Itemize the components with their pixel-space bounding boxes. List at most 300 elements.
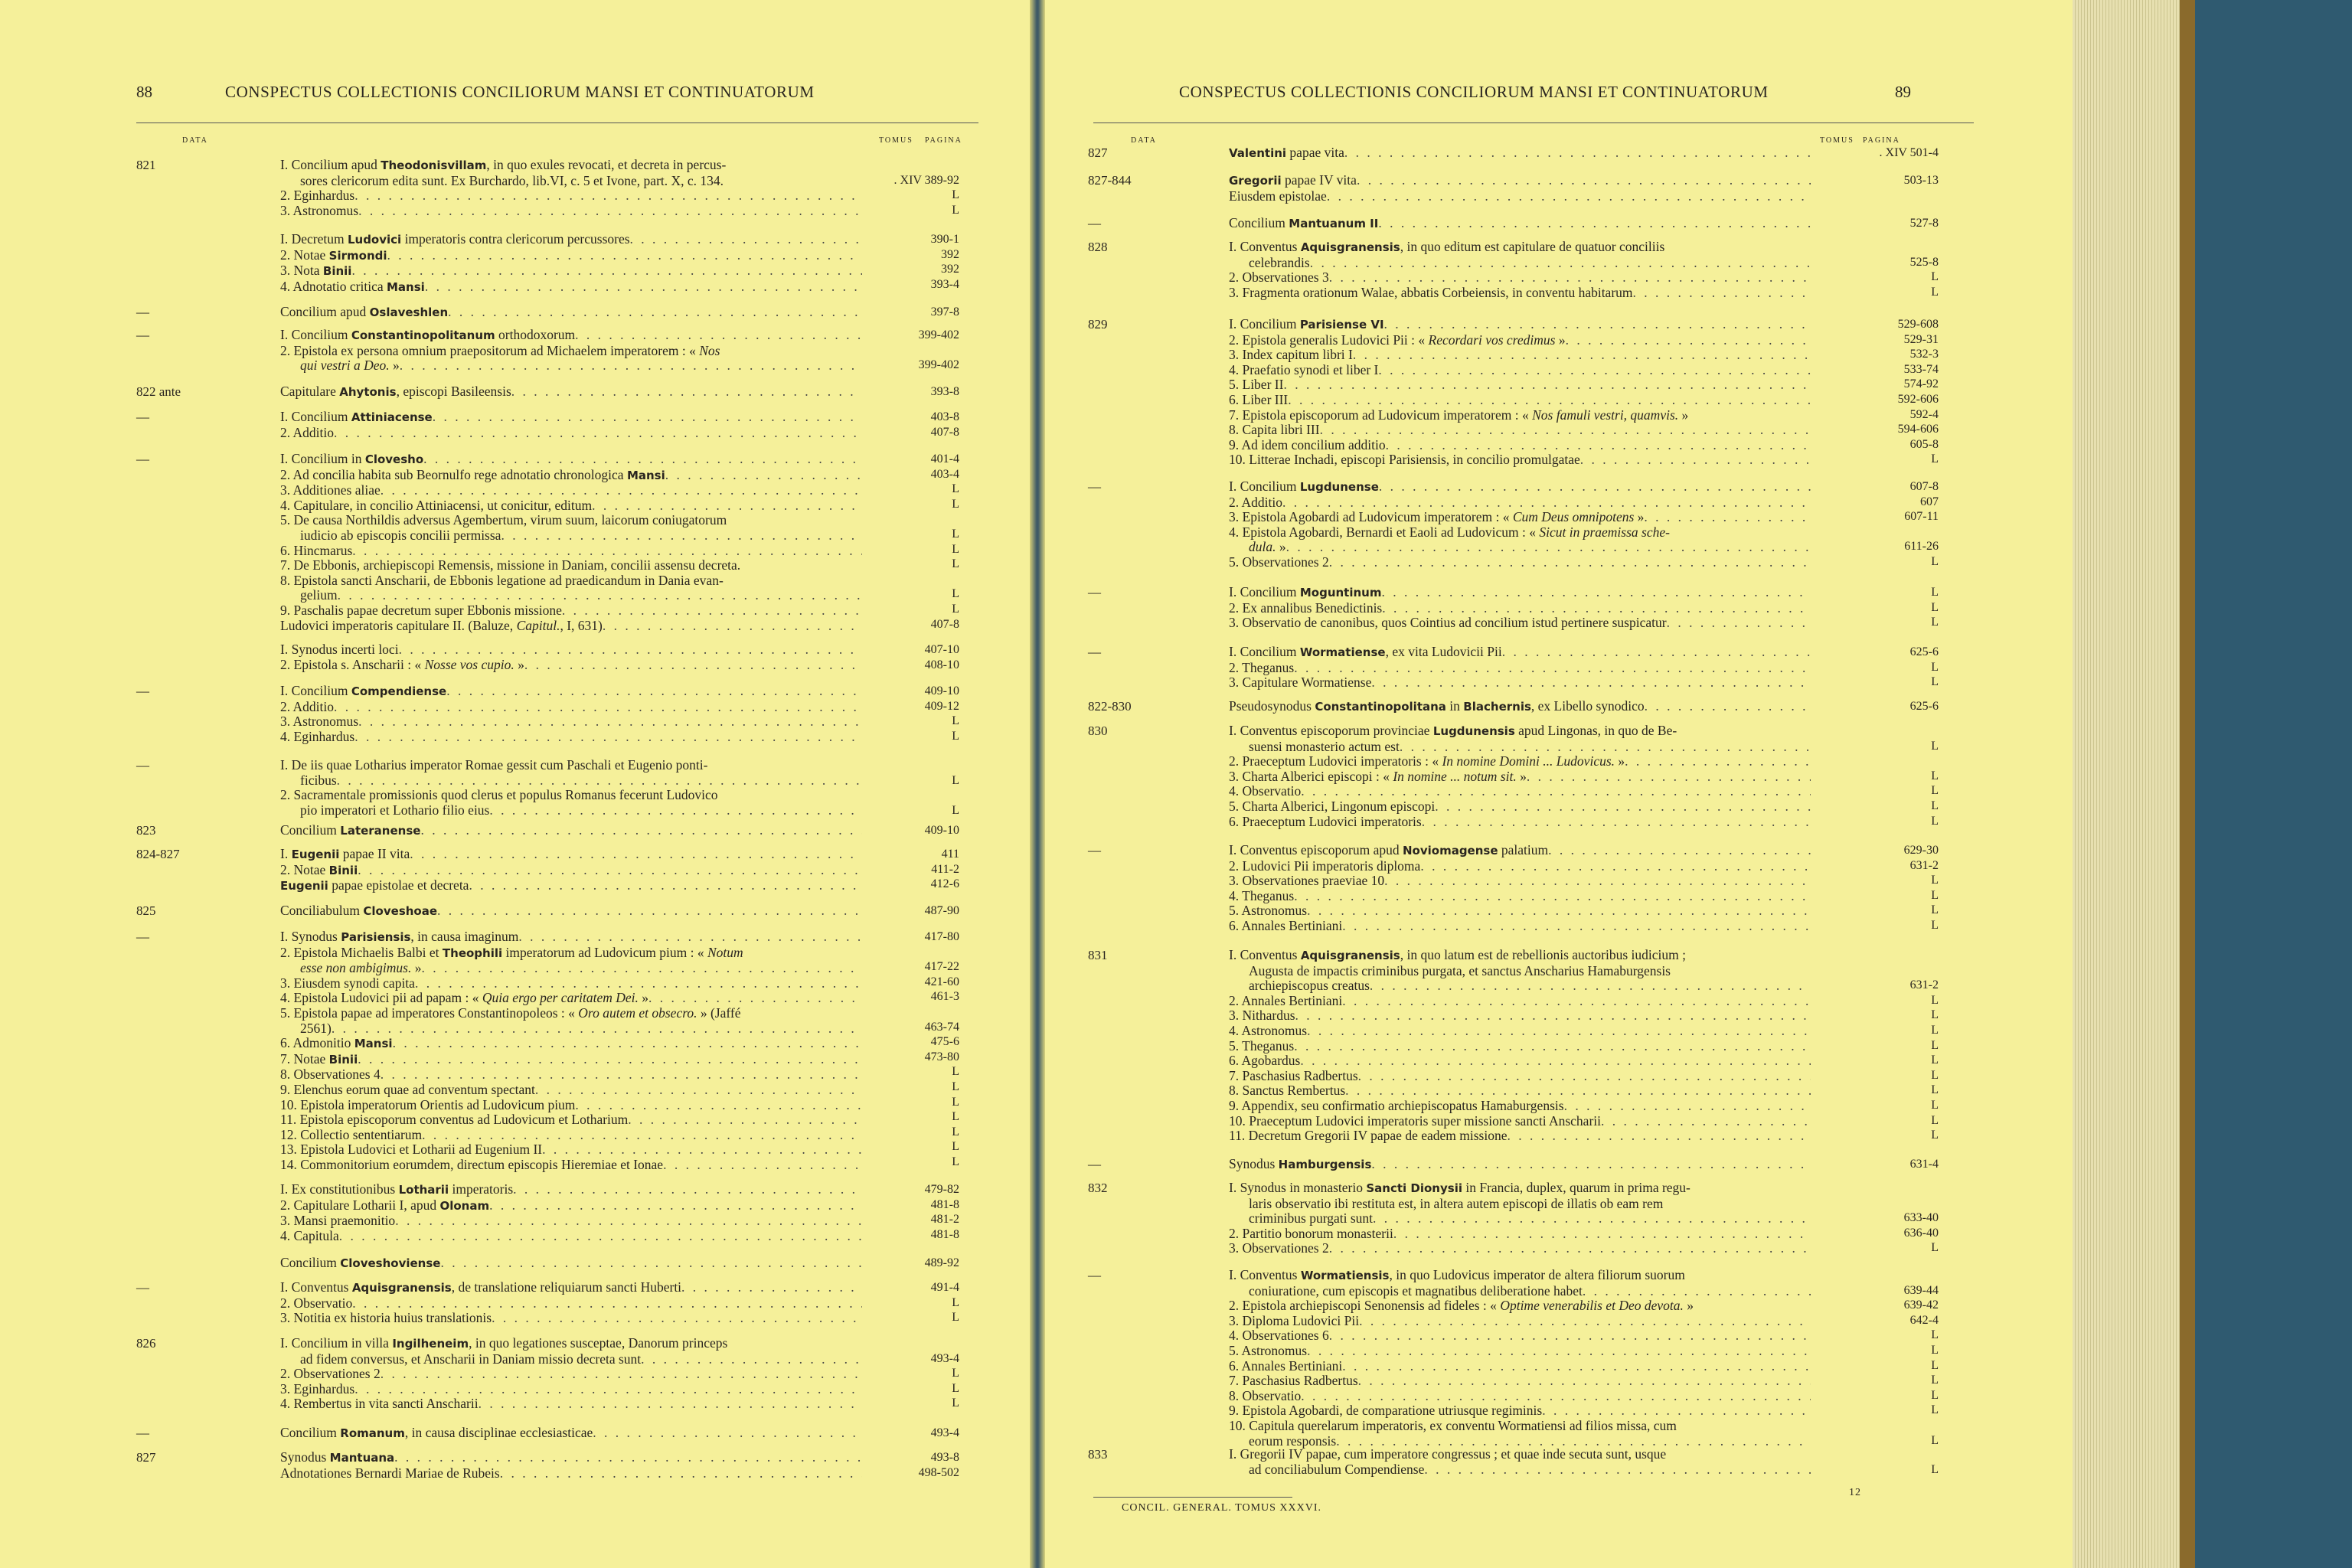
entry-text: 10. Epistola imperatorum Orientis ad Ludovicum pium [280,1096,576,1112]
volume-page: 503-13 [1903,174,1939,187]
entry-block [1229,699,1811,715]
entry-text: 3. Observatio de canonibus, quos Cointius ad concilium istud pertinere suspicatur [1229,615,1667,631]
book-gutter [1030,0,1045,1568]
leader-dots [603,619,862,634]
entry-line [280,1021,862,1037]
entry-text: 8. Sanctus Rembertus [1229,1083,1346,1099]
entry-text: Capitulare Ahytonis, episcopi Basileensis [280,384,511,399]
entry-text: I. Conventus episcoporum provinciae Lugdunensis apud Lingonas, in quo de Be- [1229,723,1677,738]
leader-dots [1424,1462,1811,1478]
leader-dots [1286,540,1811,555]
entry-line [280,158,862,174]
entry-line [1229,479,1811,495]
entry-text: Synodus Mantuana [280,1449,395,1465]
leader-dots [381,1067,862,1083]
entry-line [1229,1039,1811,1054]
volume-page: L [1931,784,1939,798]
entry-line [280,232,862,248]
running-head: CONSPECTUS COLLECTIONIS CONCILIORUM MANSI ET CONTINUATORUM [1179,83,1769,101]
entry-line [280,847,862,863]
volume-page: 574-92 [1903,377,1939,391]
entry-text: 2. Eginhardus [280,188,355,204]
entry-text: suensi monasterio actum est [1249,738,1400,754]
entry-line [280,684,862,700]
entry-line [280,1311,862,1326]
entry-line [1229,874,1811,889]
entry-block [1229,216,1811,232]
entry-text: 3. Fragmenta orationum Walae, abbatis Corbeiensis, in conventu habitarum [1229,284,1633,300]
entry-line [280,248,862,264]
entry-line [280,823,862,839]
entry-text: coniuratione, cum episcopis et magnatibus deliberatione habet [1249,1282,1583,1298]
entry-text: I. Synodus in monasterio Sancti Dionysii in Francia, duplex, quarum in prima regu- [1229,1180,1690,1195]
running-head: CONSPECTUS COLLECTIONIS CONCILIORUM MANSI ET CONTINUATORUM [225,83,815,101]
volume-page: L [952,528,959,541]
entry-text: 3. Diploma Ludovici Pii [1229,1312,1360,1328]
entry-text: 11. Epistola episcoporum conventus ad Ludovicum et Lotharium [280,1112,629,1128]
entry-text: 3. Observationes 2 [1229,1240,1329,1256]
entry-block [280,158,862,218]
leader-dots [433,410,862,425]
entry-date: 828 [1088,240,1108,254]
volume-page: 493-8 [930,1451,959,1464]
entry-date: 827-844 [1088,173,1132,188]
leader-dots [1386,438,1811,453]
entry-text: 4. Eginhardus [280,728,355,744]
col-tomus: TOMUS [879,136,913,145]
entry-block [280,684,862,744]
volume-page: 532-3 [1909,348,1939,361]
leader-dots [1329,270,1811,286]
entry-block [1229,1447,1811,1477]
entry-text: I. Eugenii papae II vita [280,846,410,861]
leader-dots [352,1296,862,1312]
volume-page: 481-8 [930,1197,959,1211]
leader-dots [339,1229,862,1244]
entry-line [1229,393,1811,408]
entry-text: 2. Epistola generalis Ludovici Pii : « Recordari vos credimus » [1229,332,1566,348]
leader-dots [1300,1054,1811,1069]
volume-page: 633-40 [1903,1211,1939,1225]
entry-line [280,642,862,658]
entry-text: criminibus purgati sunt [1249,1210,1374,1227]
entry-text: I. Concilium Constantinopolitanum orthodoxorum [280,327,576,342]
leader-dots [1378,216,1811,231]
entry-text: 7. De Ebbonis, archiepiscopi Remensis, missione in Daniam, concilii assensu decreta. [280,557,741,573]
entry-line [280,1367,862,1382]
entry-text: 10. Praeceptum Ludovici imperatoris super missione sancti Anscharii [1229,1112,1602,1129]
entry-line [280,468,862,484]
volume-page: L [1931,739,1939,753]
entry-line [280,863,862,879]
entry-line [1229,1083,1811,1099]
entry-date: — [1088,216,1101,230]
leader-dots [524,658,862,673]
volume-page: L [952,729,959,743]
entry-date: 822-830 [1088,699,1132,714]
entry-block [1229,240,1811,300]
entry-text: 13. Epistola Ludovici et Lotharii ad Eugenium II [280,1142,543,1158]
col-pagina: PAGINA [925,136,962,145]
entry-line [280,263,862,279]
entry-line [1229,948,1811,964]
leader-dots [440,1256,862,1271]
entry-block [1229,479,1811,570]
entry-block [1229,1268,1811,1449]
entry-line [1229,1227,1811,1242]
volume-page: L [1931,1083,1939,1097]
volume-page: 417-80 [924,930,959,943]
entry-text: 3. Eiusdem synodi capita [280,975,415,991]
col-tomus: TOMUS [1820,136,1854,145]
entry-text: Eiusdem epistolae [1229,188,1327,204]
entry-line [280,1382,862,1397]
entry-text: 3. Nithardus [1229,1008,1295,1024]
entry-line [280,929,862,946]
entry-date: — [1088,479,1101,494]
volume-page: L [1931,1358,1939,1372]
leader-dots [338,588,862,603]
entry-line [1229,1114,1811,1129]
leader-dots [1542,1403,1811,1419]
volume-page: 607 [1920,495,1939,508]
leader-dots [1327,189,1811,204]
leader-dots [354,730,862,745]
entry-line [280,573,862,589]
volume-page: 498-502 [918,1465,959,1479]
leader-dots [535,1083,862,1098]
leader-dots [334,426,862,441]
entry-line [1229,1284,1811,1299]
entry-text: I. Decretum Ludovici imperatoris contra clericorum percussores [280,231,630,247]
leader-dots [1283,377,1811,393]
entry-line [280,1036,862,1052]
entry-text: 9. Appendix, seu confirmatio archiepiscopatus Hamaburgensis [1229,1097,1564,1113]
entry-text: 4. Epistola Ludovici pii ad papam : « Quia ergo per caritatem Dei. » [280,990,649,1006]
entry-text: 2. Epistola ex persona omnium praepositorum ad Michaelem imperatorem : « Nos [280,342,720,358]
entry-date: 833 [1088,1447,1108,1462]
entry-text: 6. Agobardus [1229,1053,1301,1069]
entry-line [280,991,862,1006]
leader-dots [1294,1039,1811,1054]
entry-text: sores clericorum edita sunt. Ex Burchardo, lib.VI, c. 5 et Ivone, part. X, c. 134. [300,172,724,188]
entry-line [280,1336,862,1352]
entry-date: 830 [1088,724,1108,738]
volume-page: 392 [941,247,959,261]
entry-line [280,1052,862,1068]
entry-date: 824-827 [136,847,180,861]
entry-line [280,544,862,559]
entry-text: 2. Epistola archiepiscopi Senonensis ad fideles : « Optime venerabilis et Deo devota. » [1229,1298,1694,1314]
leader-dots [1329,1328,1811,1344]
volume-page: L [1931,270,1939,284]
signature-number: 12 [1849,1487,1861,1498]
leader-dots [628,1112,862,1128]
entry-line [280,1229,862,1244]
volume-page: L [952,1295,959,1309]
entry-text: 6. Annales Bertiniani [1229,917,1343,933]
volume-page: 642-4 [1909,1313,1939,1327]
leader-dots [648,991,862,1006]
entry-text: 2. Capitulare Lotharii I, apud Olonam [280,1197,490,1213]
volume-page: 403-8 [930,410,959,423]
entry-text: 14. Commonitorium eorumdem, directum episcopis Hieremiae et Ionae [280,1156,664,1172]
volume-page: L [952,1381,959,1395]
entry-line [1229,616,1811,631]
leader-dots [1329,555,1811,570]
entry-line [1229,1268,1811,1284]
entry-line [1229,495,1811,511]
entry-line [1229,724,1811,740]
entry-line [1229,510,1811,525]
entry-text: 2. Sacramentale promissionis quod clerus et populus Romanus fecerunt Ludovico [280,787,718,803]
entry-line [280,961,862,976]
entry-block [280,232,862,295]
col-data: DATA [182,136,208,145]
entry-text: I. Concilium in Clovesho [280,451,424,466]
book-cover-edge [2180,0,2195,1568]
entry-text: 2. Notae Sirmondi [280,247,387,263]
entry-line [1229,754,1811,769]
volume-page: 409-12 [924,699,959,713]
entry-line [280,1128,862,1143]
volume-page: 481-2 [930,1213,959,1227]
leader-dots [1507,1129,1811,1144]
entry-date: 827 [136,1450,156,1465]
entry-text: 3. Charta Alberici episcopi : « In nomine ... notum sit. » [1229,768,1527,784]
entry-text: I. De iis quae Lotharius imperator Romae gessit cum Paschali et Eugenio ponti- [280,757,708,773]
entry-text: 4. Astronomus [1229,1022,1308,1038]
entry-date: 823 [136,823,156,838]
volume-page: 411 [941,848,959,861]
entry-text: 5. Charta Alberici, Lingonum episcopi [1229,798,1436,814]
page-number: 89 [1895,83,1911,101]
entry-line [1229,423,1811,438]
entry-date: — [1088,1157,1101,1171]
volume-page: L [952,1065,959,1079]
entry-text: I. Synodus Parisiensis, in causa imaginum [280,929,519,944]
entry-line [1229,348,1811,363]
entry-line [1229,1328,1811,1344]
leader-dots [1359,1314,1811,1329]
entry-line [1229,189,1811,204]
leader-dots [381,483,862,498]
entry-line [1229,903,1811,919]
volume-page: L [952,1110,959,1124]
leader-dots [337,773,862,789]
leader-dots [1667,616,1811,631]
entry-line [280,1142,862,1158]
entry-block [280,823,862,839]
volume-page: L [1931,769,1939,782]
signature-line: CONCIL. GENERAL. TOMUS XXXVI. [1122,1502,1322,1514]
volume-page: L [1931,1024,1939,1037]
entry-line [1229,145,1811,162]
volume-page: L [952,1155,959,1168]
entry-text: 2. Epistola Michaelis Balbi et Theophili imperatorum ad Ludovicum pium : « Notum [280,944,743,960]
leader-dots [1301,784,1811,799]
leader-dots [513,1182,862,1197]
entry-text: 3. Eginhardus [280,1380,355,1396]
entry-text: ficibus [300,772,337,788]
entry-text: 5. Theganus [1229,1037,1295,1054]
leader-dots [352,544,862,559]
entry-block [1229,1181,1811,1256]
volume-page: L [1931,1403,1939,1417]
leader-dots [448,305,862,320]
leader-dots [592,498,862,514]
entry-text: 7. Paschasius Radbertus [1229,1067,1358,1083]
volume-page: L [1931,1241,1939,1255]
volume-page: 491-4 [930,1281,959,1294]
entry-line [280,305,862,321]
entry-text: celebrandis [1249,254,1310,270]
volume-page: 417-22 [924,960,959,974]
entry-line [280,426,862,441]
leader-dots [1384,874,1811,889]
entry-text: 9. Epistola Agobardi, de comparatione utriusque regiminis [1229,1403,1543,1419]
volume-page: 475-6 [930,1035,959,1049]
volume-page: 625-6 [1909,700,1939,713]
entry-text: 10. Litterae Inchadi, episcopi Parisiensis, in concilio promulgatae [1229,452,1580,468]
entry-line [1229,1069,1811,1084]
entry-line [280,1083,862,1098]
volume-page: L [1931,1129,1939,1142]
leader-dots [1400,740,1811,755]
volume-page: 594-606 [1897,423,1939,436]
volume-page: L [952,497,959,511]
leader-dots [1295,1008,1811,1024]
entry-line [280,1098,862,1113]
entry-text: 5. Astronomus [1229,1342,1308,1358]
leader-dots [489,1198,862,1214]
entry-block [280,328,862,374]
entry-line [1229,1403,1811,1419]
volume-page: L [1931,919,1939,932]
col-data: DATA [1131,136,1157,145]
volume-page: 592-606 [1897,393,1939,406]
volume-page: 605-8 [1909,437,1939,451]
entry-text: 8. Capita libri III [1229,422,1320,438]
leader-dots [437,903,862,919]
entry-text: 4. Observationes 6 [1229,1328,1329,1344]
entry-line [280,1006,862,1021]
entry-text: 9. Elenchus eorum quae ad conventum spectant [280,1081,535,1097]
leader-dots [562,603,862,619]
entry-date: — [1088,585,1101,599]
leader-dots [479,1396,862,1412]
entry-text: 5. Epistola papae ad imperatores Constantinopoleos : « Oro autem et obsecro. » (Jaffé [280,1004,741,1021]
entry-line [280,358,862,374]
leader-dots [400,358,862,374]
volume-page: 607-11 [1904,510,1939,524]
volume-page: 639-42 [1903,1298,1939,1312]
leader-dots [1601,1114,1811,1129]
entry-line [280,558,862,573]
leader-dots [1294,661,1811,676]
leader-dots [410,847,862,862]
entry-line [280,1182,862,1198]
entry-text: 2. Praeceptum Ludovici imperatoris : « In nomine Domini ... Ludovicus. » [1229,753,1625,769]
leader-dots [1422,815,1811,830]
leader-dots [415,976,862,991]
volume-page: L [1931,1038,1939,1052]
entry-line [280,1112,862,1128]
leader-dots [332,1021,862,1037]
leader-dots [1583,1284,1811,1299]
entry-line [1229,256,1811,271]
volume-page: L [952,1140,959,1154]
entry-line [1229,452,1811,468]
entry-line [280,976,862,991]
volume-page: L [1931,285,1939,299]
entry-line [1229,661,1811,676]
leader-dots [1371,675,1811,691]
entry-text: I. Conventus episcoporum apud Noviomagense palatium [1229,842,1549,858]
entry-date: 831 [1088,948,1108,962]
entry-text: Concilium Cloveshoviense [280,1255,441,1270]
entry-line [1229,784,1811,799]
entry-text: Augusta de impactis criminibus purgata, et sanctus Anscharius Hamaburgensis [1249,962,1671,978]
leader-dots [1633,286,1811,301]
leader-dots [665,468,862,483]
entry-line [1229,675,1811,691]
entry-text: 2. Annales Bertiniani [1229,992,1343,1008]
entry-text: I. Concilium Wormatiense, ex vita Ludovicii Pii [1229,644,1502,659]
entry-text: Ludovici imperatoris capitulare II. (Baluze, Capitul., I, 631) [280,617,603,633]
entry-text: 8. Observationes 4 [280,1067,381,1083]
volume-page: L [1931,874,1939,887]
entry-text: ad fidem conversus, et Anscharii in Daniam missio decreta sunt [300,1351,642,1367]
entry-text: 5. Astronomus [1229,903,1308,919]
entry-text: Adnotationes Bernardi Mariae de Rubeis [280,1465,500,1481]
entry-line [280,204,862,219]
entry-text: 4. Praefatio synodi et liber I [1229,361,1379,377]
entry-date: — [1088,843,1101,858]
volume-page: 390-1 [930,233,959,246]
volume-page: 408-10 [924,658,959,671]
entry-line [1229,889,1811,904]
entry-date: — [136,328,149,342]
entry-text: 6. Admonitio Mansi [280,1035,393,1051]
entry-block [1229,173,1811,204]
leader-dots [1342,919,1811,934]
volume-page: L [1931,600,1939,614]
entry-line [1229,1211,1811,1227]
volume-page: 473-80 [924,1050,959,1063]
entry-line [280,1214,862,1229]
entry-text: eorum responsis [1249,1432,1337,1449]
entry-line [280,603,862,619]
entry-text: I. Conventus Aquisgranensis, de translatione reliquiarum sancti Huberti [280,1279,682,1295]
volume-page: L [952,1125,959,1138]
entry-text: 3. Astronomus [280,714,359,730]
leader-dots [393,1036,862,1051]
leader-dots [422,1128,862,1143]
leader-dots [1382,601,1811,616]
volume-page: L [1931,616,1939,629]
volume-page: L [1931,555,1939,568]
entry-line [280,946,862,962]
entry-block [1229,145,1811,162]
entry-text: I. Concilium apud Theodonisvillam, in quo exules revocati, et decreta in percus- [280,157,727,172]
entry-line [1229,1241,1811,1256]
entry-text: 6. Liber III [1229,391,1289,407]
entry-block [280,305,862,321]
entry-text: ad conciliabulum Compendiense [1249,1461,1425,1477]
entry-line [1229,799,1811,815]
entry-text: archiepiscopus creatus [1249,978,1370,994]
